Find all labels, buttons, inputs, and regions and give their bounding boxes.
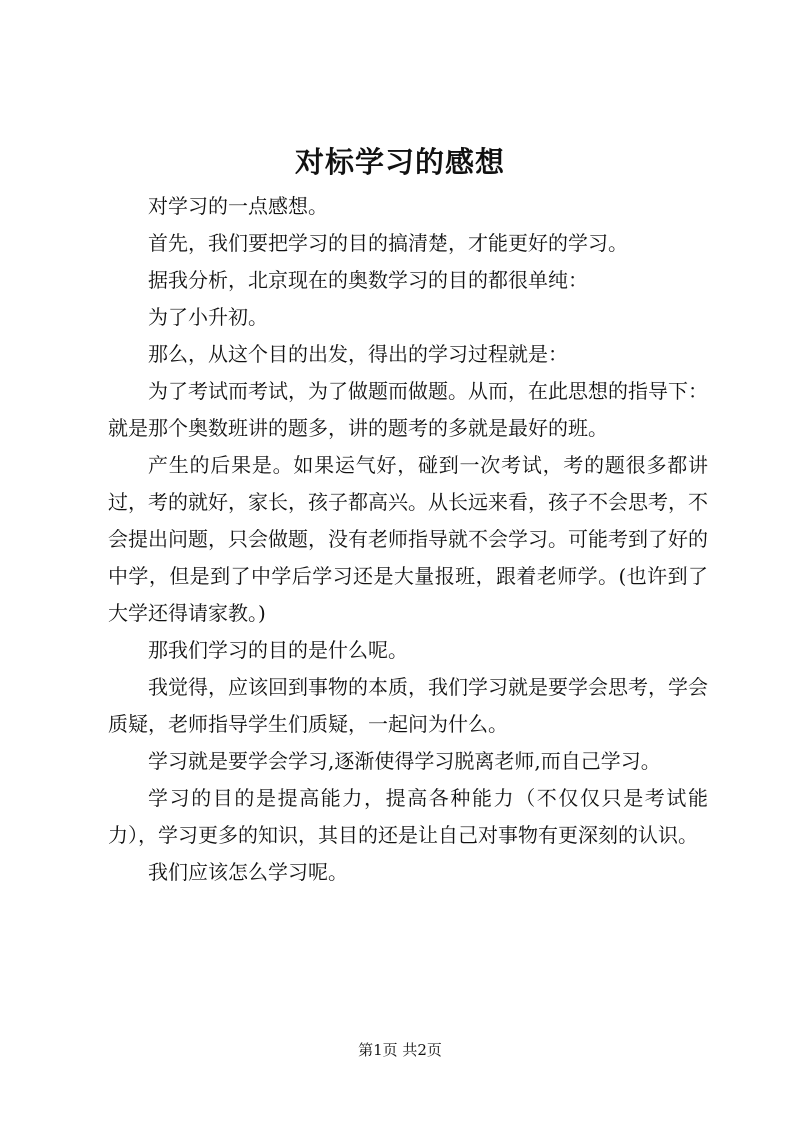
paragraph: 为了小升初。 [148, 305, 268, 329]
paragraph: 我们应该怎么学习呢。 [148, 860, 348, 884]
paragraph: 对学习的一点感想。 [148, 194, 328, 218]
paragraph: 学习就是要学会学习,逐渐使得学习脱离老师,而自己学习。 [148, 749, 661, 773]
paragraph: 我觉得，应该回到事物的本质，我们学习就是要学会思考，学会质疑，老师指导学生们质疑，一起问为什么。 [108, 675, 708, 736]
paragraph: 学习的目的是提高能力，提高各种能力（不仅仅只是考试能力），学习更多的知识，其目的还是让自己对事物有更深刻的认识。 [108, 786, 708, 847]
paragraph: 那我们学习的目的是什么呢。 [148, 638, 408, 662]
document-body [108, 188, 708, 891]
paragraph: 那么，从这个目的出发，得出的学习过程就是： [148, 342, 568, 366]
page-footer: 第1页 共2页 [358, 1041, 442, 1059]
document-title: 对标学习的感想 [294, 145, 505, 179]
paragraph: 产生的后果是。如果运气好，碰到一次考试，考的题很多都讲过，考的就好，家长，孩子都高兴。从长远来看，孩子不会思考，不会提出问题，只会做题，没有老师指导就不会学习。可能考到了好的中学，但是到了中学后学习还是大量报班，跟着老师学。(也许到了大学还得请家教。) [108, 453, 708, 625]
paragraph: 据我分析，北京现在的奥数学习的目的都很单纯： [148, 268, 588, 292]
paragraph: 首先，我们要把学习的目的搞清楚，才能更好的学习。 [148, 231, 628, 255]
paragraph: 为了考试而考试，为了做题而做题。从而，在此思想的指导下：就是那个奥数班讲的题多，讲的题考的多就是最好的班。 [108, 379, 708, 440]
